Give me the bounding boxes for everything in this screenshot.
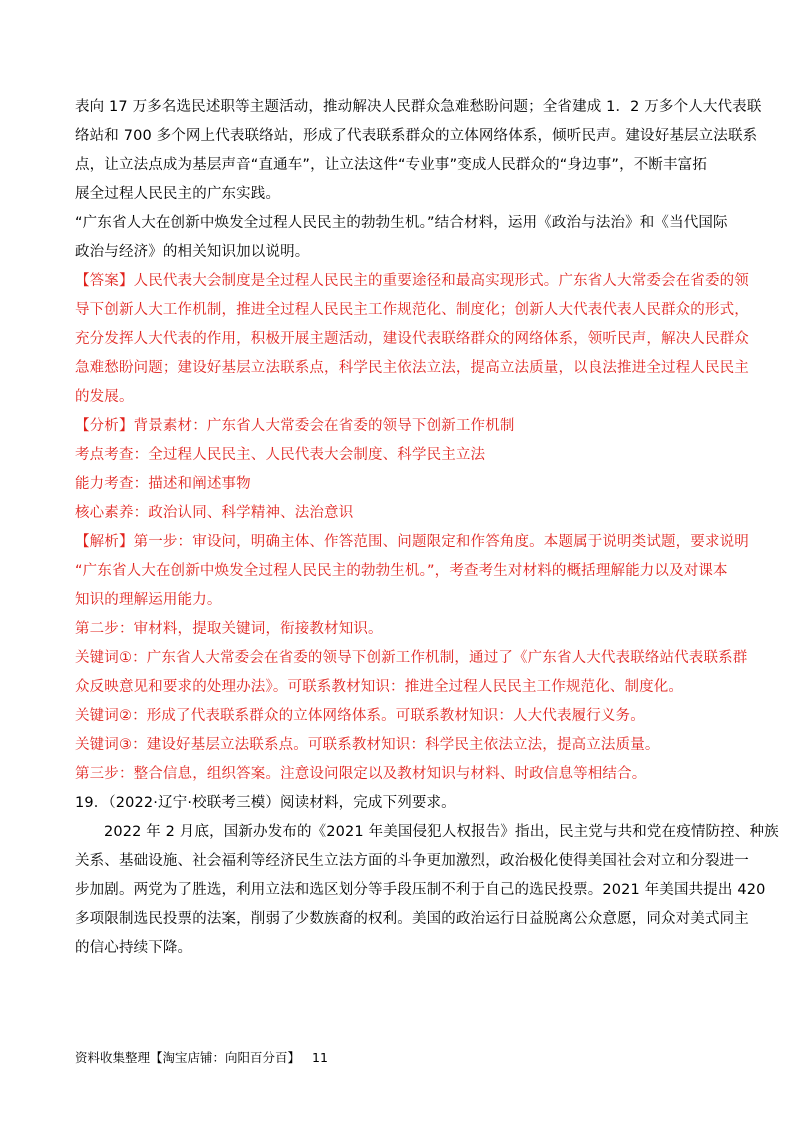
text-line: 表向 17 万多名选民述职等主题活动，推动解决人民群众急难愁盼问题；全省建成 1．2 万多个人大代表联 xyxy=(75,99,762,115)
text-line: 急难愁盼问题；建设好基层立法联系点，科学民主依法立法，提高立法质量，以良法推进全过程人民民主 xyxy=(75,360,749,376)
text-line: 知识的理解运用能力。 xyxy=(75,592,222,608)
text-line: 导下创新人大工作机制，推进全过程人民民主工作规范化、制度化；创新人大代表代表人民群众的形式， xyxy=(75,302,749,318)
text-line: 关键词②：形成了代表联系群众的立体网络体系。可联系教材知识：人大代表履行义务。 xyxy=(75,708,645,724)
question-19-header: 19．（2022·辽宁·校联考三模）阅读材料，完成下列要求。 xyxy=(75,795,456,811)
text-line: 步加剧。两党为了胜选，利用立法和选区划分等手段压制不利于自己的选民投票。2021 年美国共提出 420 xyxy=(75,882,766,898)
question-19 xyxy=(75,789,779,963)
analysis-suyang: 核心素养：政治认同、科学精神、法治意识 xyxy=(75,505,354,521)
text-line: 众反映意见和要求的处理办法》。可联系教材知识：推进全过程人民民主工作规范化、制度化。 xyxy=(75,679,684,695)
text-line: 政治与经济》的相关知识加以说明。 xyxy=(75,244,310,260)
text-line: 络站和 700 多个网上代表联络站，形成了代表联系群众的立体网络体系，倾听民声。建设好基层立法联系 xyxy=(75,128,758,144)
page-number: 11 xyxy=(312,1050,328,1065)
text-line: 充分发挥人大代表的作用，积极开展主题活动，建设代表联络群众的网络体系，领听民声，解决人民群众 xyxy=(75,331,749,347)
page-footer xyxy=(75,1048,328,1066)
analysis-kaodian: 考点考查：全过程人民民主、人民代表大会制度、科学民主立法 xyxy=(75,447,486,463)
text-line: 第二步：审材料，提取关键词，衔接教材知识。 xyxy=(75,621,383,637)
text-line: 多项限制选民投票的法案，削弱了少数族裔的权利。美国的政治运行日益脱离公众意愿，同众对美式同主 xyxy=(75,911,749,927)
document-body xyxy=(75,93,779,963)
text-line: 的信心持续下降。 xyxy=(75,940,193,956)
text-line: 【解析】第一步：审设问，明确主体、作答范围、问题限定和作答角度。本题属于说明类试题，要求说明 xyxy=(75,534,749,550)
analysis-background: 【分析】背景素材：广东省人大常委会在省委的领导下创新工作机制 xyxy=(75,418,515,434)
text-line: 关键词①：广东省人大常委会在省委的领导下创新工作机制，通过了《广东省人大代表联络站代表联系群 xyxy=(75,650,748,666)
text-line: “广东省人大在创新中焕发全过程人民民主的勃勃生机。”，考查考生对材料的概括理解能力以及对课本 xyxy=(75,563,728,579)
question-paragraph xyxy=(75,209,735,267)
footer-source: 资料收集整理【淘宝店铺：向阳百分百】 xyxy=(75,1050,301,1065)
material-paragraph xyxy=(75,93,762,209)
jiexi-section xyxy=(75,528,749,789)
answer-paragraph xyxy=(75,267,749,412)
text-line: 展全过程人民民主的广东实践。 xyxy=(75,186,281,202)
text-line: “广东省人大在创新中焕发全过程人民民主的勃勃生机。”结合材料，运用《政治与法治》和《当代国际 xyxy=(75,215,728,231)
analysis-section xyxy=(75,412,735,528)
text-line: 点，让立法点成为基层声音“直通车”，让立法这件“专业事”变成人民群众的“身边事”，不断丰富拓 xyxy=(75,157,707,173)
text-line: 关系、基础设施、社会福利等经济民生立法方面的斗争更加激烈，政治极化使得美国社会对立和分裂进一 xyxy=(75,853,749,869)
text-line: 2022 年 2 月底，国新办发布的《2021 年美国侵犯人权报告》指出，民主党与共和党在疫情防控、种族 xyxy=(104,824,779,840)
text-line: 第三步：整合信息，组织答案。注意设问限定以及教材知识与材料、时政信息等相结合。 xyxy=(75,766,647,782)
text-line: 的发展。 xyxy=(75,389,134,405)
text-line: 关键词③：建设好基层立法联系点。可联系教材知识：科学民主依法立法，提高立法质量。 xyxy=(75,737,660,753)
text-line: 【答案】人民代表大会制度是全过程人民民主的重要途径和最高实现形式。广东省人大常委会在省委的领 xyxy=(75,273,749,289)
analysis-nengli: 能力考查：描述和阐述事物 xyxy=(75,476,251,492)
